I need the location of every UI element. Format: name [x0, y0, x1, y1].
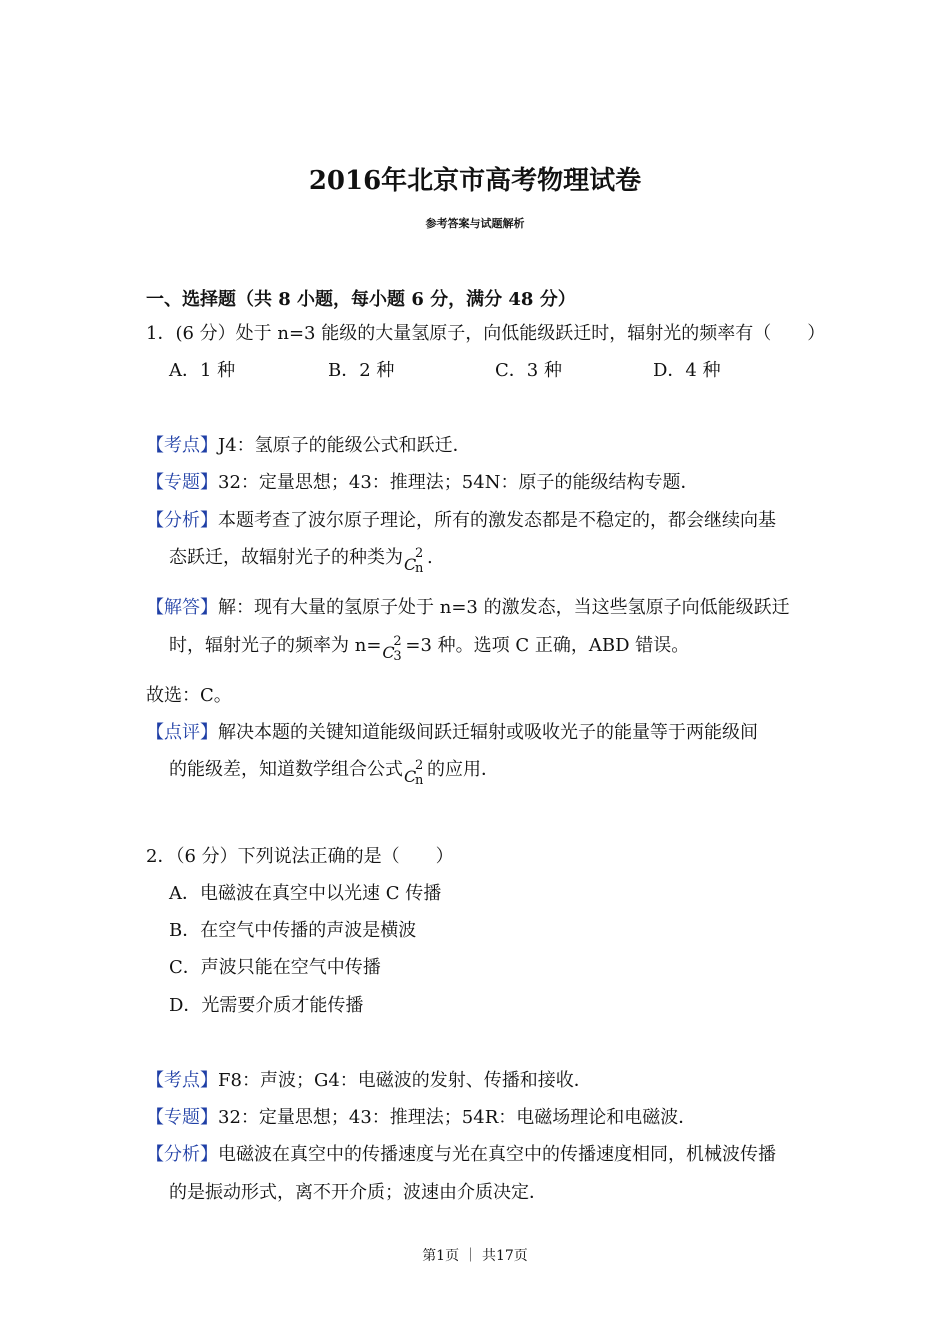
kaodian-text: J4：氢原子的能级公式和跃迁． [218, 435, 471, 456]
q1-option-b: B．2 种 [328, 360, 395, 381]
fenxi-text-2b: . [427, 547, 433, 568]
q1-answer: 故选：C。 [146, 685, 232, 706]
q1-jieda-line2 [169, 633, 690, 664]
dianping-tag: 【点评】 [146, 722, 218, 743]
q2-kaodian [146, 1068, 592, 1094]
q2-option-b: B．在空气中传播的声波是横波 [169, 920, 417, 941]
q1-stem: 1．(6 分）处于 n=3 能级的大量氢原子，向低能级跃迁时，辐射光的频率有（ ） [146, 323, 826, 344]
jieda-text-2b: =3 种。选项 C 正确，ABD 错误。 [405, 635, 690, 656]
kaodian-text: F8：声波；G4：电磁波的发射、传播和接收． [218, 1070, 592, 1091]
q2-option-c: C．声波只能在空气中传播 [169, 957, 381, 978]
dianping-text-2a: 的能级差，知道数学组合公式 [169, 759, 403, 780]
q1-dianping [146, 720, 758, 746]
fenxi-tag: 【分析】 [146, 1144, 218, 1165]
comb-c: C [382, 643, 395, 662]
fenxi-tag: 【分析】 [146, 510, 218, 531]
q2-zhuanti [146, 1105, 696, 1131]
q1-dianping-line2 [169, 757, 499, 788]
fenxi-text: 电磁波在真空中的传播速度与光在真空中的传播速度相同，机械波传播 [218, 1144, 776, 1165]
kaodian-tag: 【考点】 [146, 435, 218, 456]
page-footer: 第1页 ｜ 共17页 [422, 1248, 528, 1264]
section-heading: 一、选择题（共 8 小题，每小题 6 分，满分 48 分） [146, 289, 576, 310]
q1-fenxi-line2 [169, 545, 433, 576]
comb-sup: 2 [415, 546, 424, 561]
dianping-text: 解决本题的关键知道能级间跃迁辐射或吸收光子的能量等于两能级间 [218, 722, 758, 743]
comb-sub: n [415, 773, 424, 788]
zhuanti-text: 32：定量思想；43：推理法；54R：电磁场理论和电磁波． [218, 1107, 697, 1128]
q1-option-d: D．4 种 [653, 360, 721, 381]
q1-kaodian [146, 433, 471, 459]
q2-option-d: D．光需要介质才能传播 [169, 995, 364, 1016]
jieda-text-2a: 时，辐射光子的频率为 n= [169, 635, 382, 656]
comb-c: C [404, 555, 417, 574]
q2-fenxi-line2: 的是振动形式，离不开介质；波速由介质决定． [169, 1182, 547, 1203]
comb-sub: n [415, 561, 424, 576]
comb-c: C [404, 767, 417, 786]
jieda-tag: 【解答】 [146, 597, 218, 618]
q2-stem: 2．（6 分）下列说法正确的是（ ） [146, 846, 454, 867]
q2-option-a: A．电磁波在真空中以光速 C 传播 [169, 883, 442, 904]
fenxi-text: 本题考查了波尔原子理论，所有的激发态都是不稳定的，都会继续向基 [218, 510, 776, 531]
kaodian-tag: 【考点】 [146, 1070, 218, 1091]
combination-formula [404, 545, 426, 576]
comb-sub: 3 [393, 649, 402, 664]
q1-option-a: A．1 种 [169, 360, 236, 381]
zhuanti-tag: 【专题】 [146, 1107, 218, 1128]
q1-jieda [146, 595, 790, 621]
document-title: 2016年北京市高考物理试卷 [308, 166, 642, 196]
zhuanti-text: 32：定量思想；43：推理法；54N：原子的能级结构专题． [218, 472, 699, 493]
combination-formula [404, 757, 426, 788]
dianping-text-2b: 的应用． [427, 759, 499, 780]
q1-option-c: C．3 种 [495, 360, 562, 381]
jieda-text: 解：现有大量的氢原子处于 n=3 的激发态，当这些氢原子向低能级跃迁 [218, 597, 790, 618]
q1-fenxi [146, 508, 776, 534]
combination-formula [382, 633, 404, 664]
document-subtitle: 参考答案与试题解析 [425, 217, 525, 230]
comb-sup: 2 [415, 758, 424, 773]
q1-zhuanti [146, 470, 698, 496]
zhuanti-tag: 【专题】 [146, 472, 218, 493]
fenxi-text-2a: 态跃迁，故辐射光子的种类为 [169, 547, 403, 568]
q2-fenxi [146, 1142, 776, 1168]
comb-sup: 2 [393, 634, 402, 649]
